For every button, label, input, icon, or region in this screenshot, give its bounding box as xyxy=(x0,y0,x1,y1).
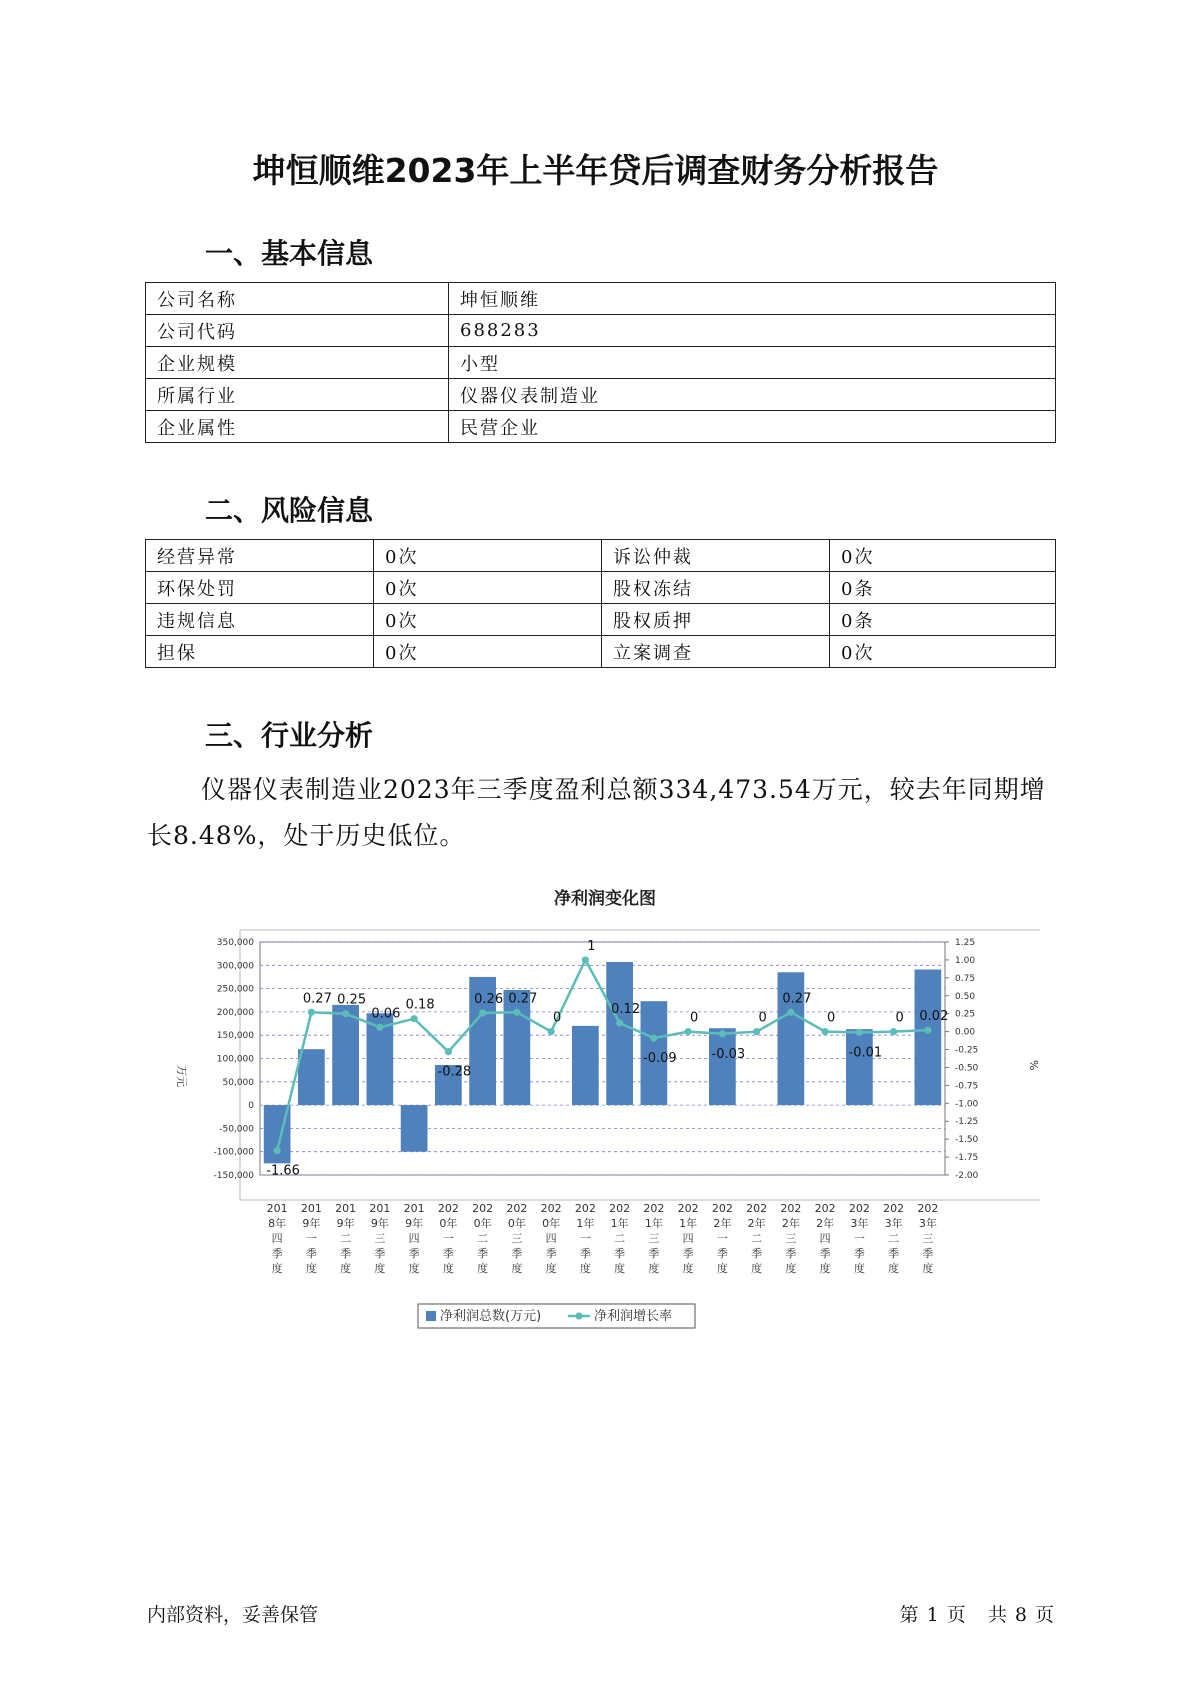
y-axis-label: 万元 xyxy=(175,1065,188,1087)
growth-point xyxy=(650,1034,657,1041)
data-label: -0.01 xyxy=(848,1045,883,1061)
growth-point xyxy=(685,1028,692,1035)
x-tick-label: 202 1年二季度 xyxy=(609,1202,631,1275)
growth-point xyxy=(308,1009,315,1016)
x-tick-label: 202 3年三季度 xyxy=(917,1202,939,1275)
risk-value: 0次 xyxy=(830,540,1056,572)
y2-tick-label: -0.75 xyxy=(955,1081,979,1092)
x-tick-label: 202 1年三季度 xyxy=(643,1202,665,1275)
table-row xyxy=(146,572,1056,604)
x-tick-label: 202 1年一季度 xyxy=(574,1202,596,1275)
table-row xyxy=(146,379,1056,411)
data-label: 0 xyxy=(552,1010,562,1026)
y2-tick-label: -0.50 xyxy=(955,1063,979,1074)
legend-line-label: 净利润增长率 xyxy=(594,1309,673,1324)
data-label: 0.27 xyxy=(508,991,538,1007)
bar xyxy=(332,1005,359,1105)
y-tick-label: -100,000 xyxy=(213,1147,254,1158)
table-row xyxy=(146,540,1056,572)
legend-bar-swatch xyxy=(426,1311,436,1321)
table-row xyxy=(146,347,1056,379)
data-label: 0 xyxy=(689,1010,699,1026)
footer-confidential: 内部资料，妥善保管 xyxy=(147,1604,319,1626)
growth-point xyxy=(513,1009,520,1016)
y2-tick-label: -1.00 xyxy=(955,1099,979,1110)
table-row xyxy=(146,315,1056,347)
risk-label: 违规信息 xyxy=(146,604,374,636)
y-tick-label: 350,000 xyxy=(216,938,254,948)
growth-point xyxy=(924,1027,931,1034)
bar xyxy=(504,990,531,1105)
growth-point xyxy=(753,1028,760,1035)
data-label: -0.09 xyxy=(643,1051,677,1067)
risk-value: 0次 xyxy=(374,572,602,604)
data-label: 0 xyxy=(758,1010,767,1026)
risk-value: 0条 xyxy=(830,604,1056,636)
growth-point xyxy=(616,1019,623,1026)
y2-tick-label: 1.25 xyxy=(955,938,976,948)
y2-tick-label: 0.25 xyxy=(955,1009,976,1020)
y-tick-label: 300,000 xyxy=(216,961,254,972)
growth-point xyxy=(342,1010,349,1017)
data-label: 0.12 xyxy=(611,1002,641,1018)
section-heading-risk: 二、风险信息 xyxy=(205,494,374,527)
footer-page-number: 第 1 页 共 8 页 xyxy=(899,1604,1055,1626)
growth-point xyxy=(787,1009,794,1016)
section-heading-industry: 三、行业分析 xyxy=(205,719,374,752)
field-label: 所属行业 xyxy=(146,379,449,411)
y-tick-label: 0 xyxy=(248,1101,254,1112)
data-label: 0.06 xyxy=(371,1006,401,1022)
y-tick-label: 100,000 xyxy=(216,1054,254,1065)
x-tick-label: 202 2年二季度 xyxy=(746,1202,768,1275)
growth-point xyxy=(890,1028,897,1035)
bar xyxy=(846,1029,873,1105)
risk-label: 立案调查 xyxy=(602,636,830,668)
field-value: 688283 xyxy=(449,315,1056,347)
risk-value: 0次 xyxy=(374,636,602,668)
field-value: 仪器仪表制造业 xyxy=(449,379,1056,411)
industry-paragraph: 仪器仪表制造业2023年三季度盈利总额334,473.54万元，较去年同期增长8.48%，处于历史低位。 xyxy=(147,775,1046,850)
x-tick-label: 202 2年三季度 xyxy=(780,1202,802,1275)
table-row xyxy=(146,411,1056,443)
growth-point xyxy=(411,1015,418,1022)
growth-point xyxy=(274,1147,281,1154)
net-profit-chart xyxy=(170,880,1040,1340)
x-tick-label: 202 2年四季度 xyxy=(814,1202,836,1275)
data-label: 0.25 xyxy=(337,992,367,1008)
y2-tick-label: -0.25 xyxy=(955,1045,979,1056)
x-tick-label: 202 2年一季度 xyxy=(711,1202,733,1275)
y-tick-label: -50,000 xyxy=(219,1124,254,1135)
y2-tick-label: -1.75 xyxy=(955,1153,979,1164)
bar xyxy=(298,1049,325,1105)
x-tick-label: 201 9年三季度 xyxy=(369,1202,391,1275)
risk-value: 0次 xyxy=(830,636,1056,668)
y-tick-label: 50,000 xyxy=(222,1077,254,1088)
basic-info-table xyxy=(145,282,1056,443)
field-label: 公司名称 xyxy=(146,283,449,315)
x-tick-label: 201 9年二季度 xyxy=(335,1202,357,1275)
report-title: 坤恒顺维2023年上半年贷后调查财务分析报告 xyxy=(252,151,939,190)
data-label: -0.28 xyxy=(437,1064,472,1080)
data-label: 0.26 xyxy=(474,991,504,1007)
y2-tick-label: -1.50 xyxy=(955,1135,979,1146)
field-label: 企业属性 xyxy=(146,411,449,443)
y-tick-label: 250,000 xyxy=(216,984,254,995)
bar xyxy=(606,962,633,1105)
data-label: -0.03 xyxy=(711,1046,746,1062)
y2-tick-label: 1.00 xyxy=(955,955,976,966)
risk-label: 担保 xyxy=(146,636,374,668)
data-label: 0.02 xyxy=(919,1009,949,1025)
x-tick-label: 201 9年四季度 xyxy=(403,1202,425,1275)
table-row xyxy=(146,636,1056,668)
chart-title: 净利润变化图 xyxy=(554,889,656,909)
data-label: 0.18 xyxy=(405,997,435,1013)
growth-point xyxy=(376,1024,383,1031)
x-tick-label: 201 9年一季度 xyxy=(300,1202,322,1275)
x-tick-label: 202 0年四季度 xyxy=(540,1202,562,1275)
y-tick-label: -150,000 xyxy=(213,1171,254,1181)
field-value: 民营企业 xyxy=(449,411,1056,443)
data-label: 0.27 xyxy=(302,991,332,1007)
table-row xyxy=(146,283,1056,315)
growth-point xyxy=(822,1028,829,1035)
y2-tick-label: -1.25 xyxy=(955,1117,979,1128)
risk-label: 股权质押 xyxy=(602,604,830,636)
y2-tick-label: 0.75 xyxy=(955,973,976,984)
legend-bar-label: 净利润总数(万元) xyxy=(440,1309,542,1324)
data-label: 0 xyxy=(826,1010,836,1026)
x-tick-label: 202 0年三季度 xyxy=(506,1202,528,1275)
bar xyxy=(572,1026,599,1105)
risk-value: 0次 xyxy=(374,540,602,572)
x-tick-label: 202 0年二季度 xyxy=(472,1202,494,1275)
y2-tick-label: 0.00 xyxy=(955,1027,976,1038)
risk-value: 0次 xyxy=(374,604,602,636)
x-tick-label: 202 3年一季度 xyxy=(848,1202,870,1275)
growth-point xyxy=(856,1029,863,1036)
risk-info-table xyxy=(145,539,1056,668)
field-label: 公司代码 xyxy=(146,315,449,347)
legend-line-marker xyxy=(575,1312,582,1319)
field-value: 坤恒顺维 xyxy=(449,283,1056,315)
growth-point xyxy=(548,1028,555,1035)
growth-point xyxy=(445,1048,452,1055)
data-label: 1 xyxy=(587,938,596,954)
x-tick-label: 202 3年二季度 xyxy=(883,1202,905,1275)
section-heading-basic: 一、基本信息 xyxy=(205,237,374,270)
x-tick-label: 202 1年四季度 xyxy=(677,1202,699,1275)
y-tick-label: 200,000 xyxy=(216,1007,254,1018)
table-row xyxy=(146,604,1056,636)
growth-point xyxy=(479,1009,486,1016)
risk-label: 股权冻结 xyxy=(602,572,830,604)
y2-tick-label: -2.00 xyxy=(955,1171,979,1181)
bar xyxy=(915,969,942,1105)
data-label: 0 xyxy=(895,1010,904,1026)
growth-point xyxy=(719,1030,726,1037)
data-label: 0.27 xyxy=(782,991,812,1007)
bar xyxy=(401,1105,428,1152)
x-tick-label: 202 0年一季度 xyxy=(437,1202,459,1275)
field-value: 小型 xyxy=(449,347,1056,379)
risk-label: 诉讼仲裁 xyxy=(602,540,830,572)
growth-point xyxy=(582,956,589,963)
y-tick-label: 150,000 xyxy=(216,1031,254,1042)
risk-label: 经营异常 xyxy=(146,540,374,572)
x-tick-label: 201 8年四季度 xyxy=(266,1202,288,1275)
bar xyxy=(709,1028,736,1105)
y2-tick-label: 0.50 xyxy=(955,991,976,1002)
field-label: 企业规模 xyxy=(146,347,449,379)
risk-label: 环保处罚 xyxy=(146,572,374,604)
data-label: -1.66 xyxy=(266,1163,300,1179)
y2-axis-label: % xyxy=(1027,1060,1040,1071)
risk-value: 0条 xyxy=(830,572,1056,604)
